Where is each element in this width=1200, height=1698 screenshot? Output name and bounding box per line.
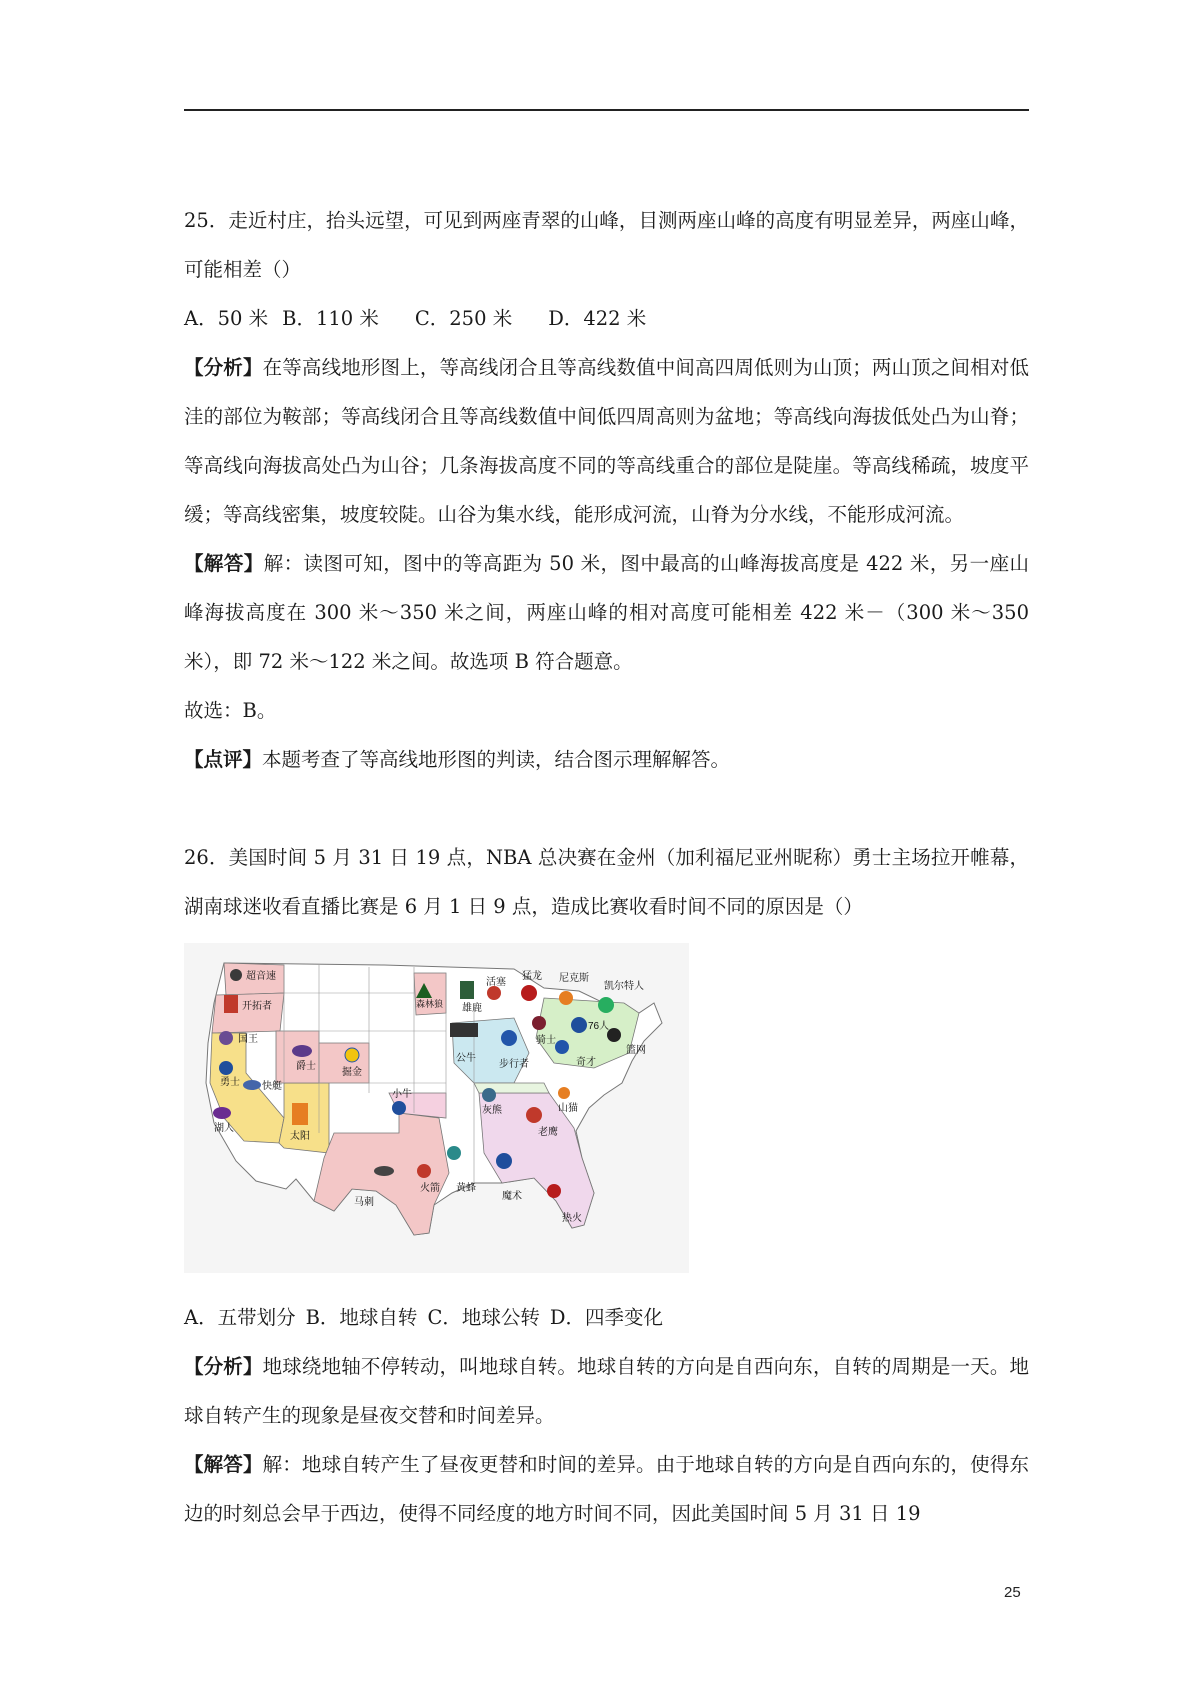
- q25-analysis-text: 在等高线地形图上，等高线闭合且等高线数值中间高四周低则为山顶；两山顶之间相对低洼的部位为鞍部；等高线闭合且等高线数值中间低四周高则为盆地；等高线向海拔低处凸为山脊；等高线向海拔高处凸为山谷；几条海拔高度不同的等高线重合的部位是陡崖。等高线稀疏，坡度平缓；等高线密集，坡度较陡。山谷为集水线，能形成河流，山脊为分水线，不能形成河流。: [184, 356, 1029, 526]
- label-spurs: 马刺: [354, 1197, 374, 1208]
- q26-option-d: D．四季变化: [549, 1306, 663, 1329]
- label-warriors: 勇士: [220, 1077, 240, 1088]
- label-wizards: 奇才: [576, 1057, 596, 1068]
- nba-teams-map: [184, 943, 689, 1273]
- q25-analysis-tag: 【分析】: [184, 356, 263, 379]
- q25-stem: 25．走近村庄，抬头远望，可见到两座青翠的山峰，目测两座山峰的高度有明显差异，两座山峰，可能相差（）: [184, 209, 1029, 281]
- q25-option-c: C．250 米: [414, 307, 513, 330]
- label-timberwolves: 森林狼: [416, 999, 444, 1009]
- region-oregon: [212, 993, 284, 1033]
- label-bucks: 雄鹿: [462, 1003, 482, 1014]
- q26-answer-text: 解：地球自转产生了昼夜更替和时间的差异。由于地球自转的方向是自西向东的，使得东边的时刻总会早于西边，使得不同经度的地方时间不同，因此美国时间 5 月 31 日 19: [184, 1453, 1029, 1525]
- label-cavaliers: 骑士: [536, 1035, 556, 1046]
- label-clippers: 快艇: [262, 1081, 282, 1092]
- question-gap: [184, 784, 1029, 833]
- q25-answer-tag: 【解答】: [184, 552, 264, 575]
- q26-analysis: [184, 1342, 1029, 1440]
- q26-options: [184, 1293, 1029, 1342]
- q25-comment-text: 本题考查了等高线地形图的判读，结合图示理解解答。: [262, 748, 731, 771]
- q26-option-c: C．地球公转: [427, 1306, 540, 1329]
- q26-analysis-tag: 【分析】: [184, 1355, 263, 1378]
- region-utah: [276, 1031, 319, 1083]
- q25-options: [184, 294, 1029, 343]
- label-suns: 太阳: [290, 1131, 310, 1142]
- label-supersonics: 超音速: [246, 971, 276, 982]
- q26-answer: [184, 1440, 1029, 1538]
- label-sixers: 76人: [588, 1021, 610, 1032]
- label-knicks: 尼克斯: [559, 973, 589, 984]
- q25-choice: 故选：B。: [184, 699, 277, 722]
- header-rule: [184, 109, 1029, 111]
- q26-stem: 26．美国时间 5 月 31 日 19 点，NBA 总决赛在金州（加利福尼亚州昵称）勇士主场拉开帷幕，湖南球迷收看直播比赛是 6 月 1 日 9 点，造成比赛收看时间不同的原因是（）: [184, 846, 1029, 918]
- usa-map-svg: [184, 943, 689, 1273]
- label-nuggets: 掘金: [342, 1067, 362, 1078]
- q25-analysis: [184, 343, 1029, 539]
- q25-comment: [184, 735, 1029, 784]
- label-nets: 篮网: [626, 1045, 646, 1056]
- label-pacers: 步行者: [499, 1059, 529, 1070]
- q26-answer-tag: 【解答】: [184, 1453, 263, 1476]
- label-pistons: 活塞: [486, 977, 506, 988]
- label-kings: 国王: [238, 1034, 258, 1045]
- page-number: 25: [1004, 1584, 1021, 1601]
- q26-option-b: B．地球自转: [305, 1306, 418, 1329]
- label-hornets: 黄蜂: [456, 1183, 476, 1194]
- label-bobcats: 山猫: [558, 1103, 578, 1114]
- label-magic: 魔术: [502, 1191, 522, 1202]
- q25-answer-text: 解：读图可知，图中的等高距为 50 米，图中最高的山峰海拔高度是 422 米，另一座山峰海拔高度在 300 米～350 米之间，两座山峰的相对高度可能相差 422 米－（300 米～350 米），即 72 米～122 米之间。故选项 B 符合题意。: [184, 552, 1029, 673]
- label-celtics: 凯尔特人: [604, 981, 644, 992]
- q25-answer: [184, 539, 1029, 686]
- q25-option-d: D．422 米: [548, 307, 647, 330]
- label-rockets: 火箭: [420, 1183, 440, 1194]
- label-hawks: 老鹰: [538, 1127, 558, 1138]
- label-blazers: 开拓者: [242, 1001, 272, 1012]
- label-heat: 热火: [562, 1213, 582, 1224]
- q25-comment-tag: 【点评】: [184, 748, 263, 771]
- q25-option-b: B．110 米: [282, 307, 379, 330]
- label-lakers: 湖人: [214, 1123, 234, 1134]
- q25-option-a: A．50 米: [184, 307, 269, 330]
- q26-option-a: A．五带划分: [184, 1306, 296, 1329]
- page-content: [184, 196, 1029, 1538]
- label-bulls: 公牛: [456, 1053, 476, 1064]
- label-jazz: 爵士: [296, 1061, 316, 1072]
- label-grizzlies: 灰熊: [482, 1105, 502, 1116]
- label-mavericks: 小牛: [392, 1089, 412, 1100]
- label-raptors: 猛龙: [522, 971, 542, 982]
- q26-analysis-text: 地球绕地轴不停转动，叫地球自转。地球自转的方向是自西向东，自转的周期是一天。地球自转产生的现象是昼夜交替和时间差异。: [184, 1355, 1029, 1427]
